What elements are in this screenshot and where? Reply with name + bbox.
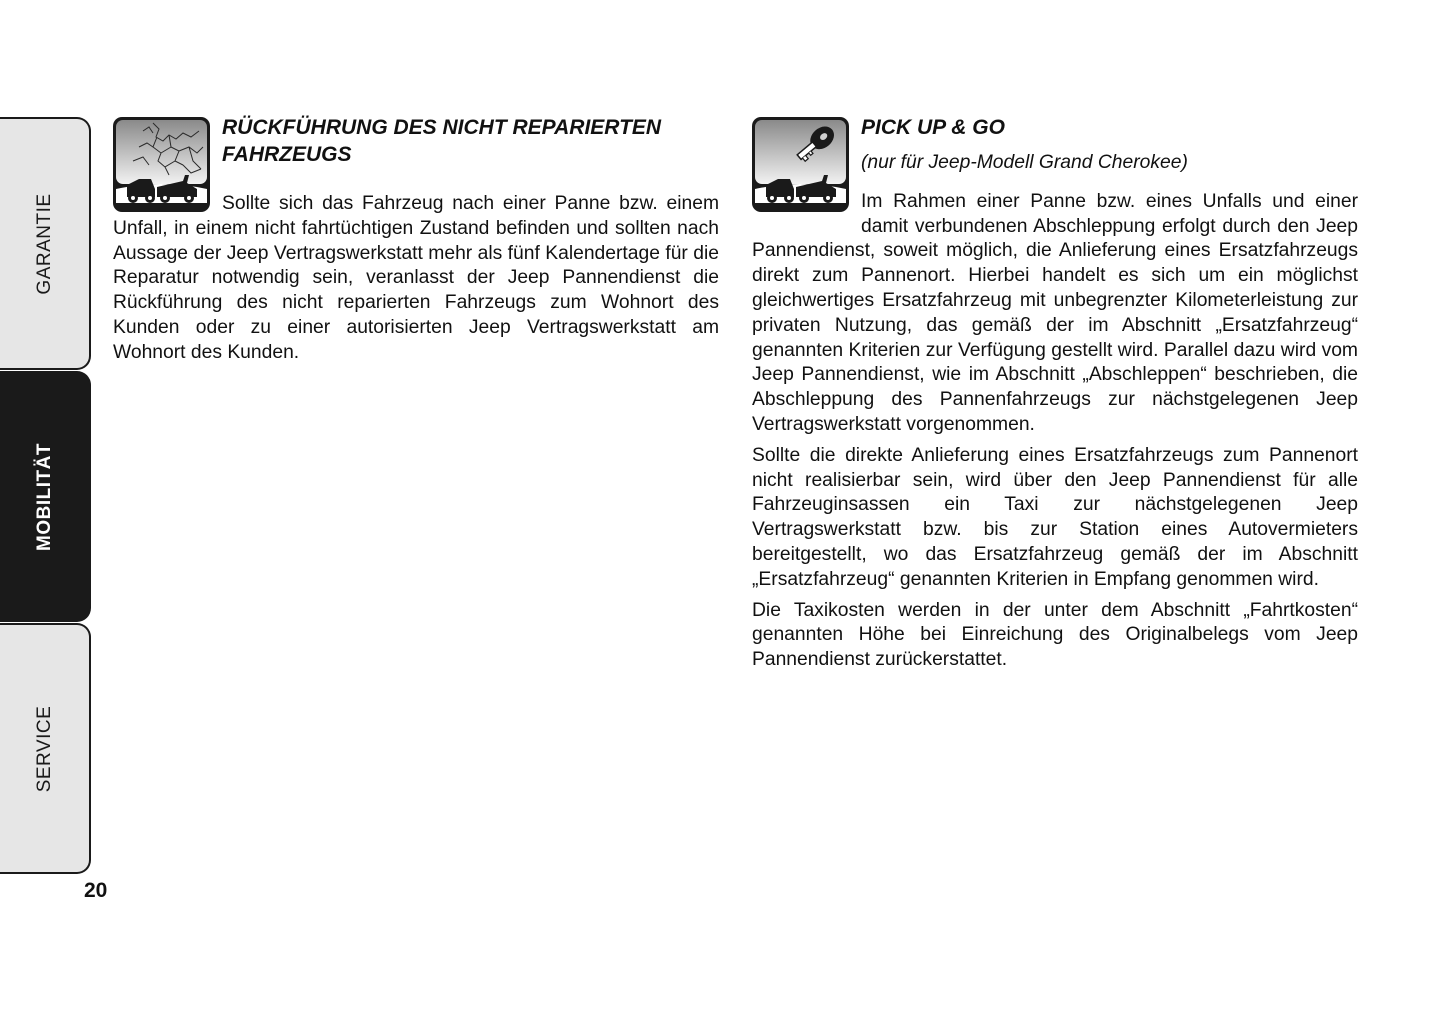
tab-garantie[interactable] xyxy=(0,117,91,370)
tow-truck-key-icon xyxy=(752,117,849,212)
tab-garantie-label: GARANTIE xyxy=(33,192,55,295)
right-section-subtitle: (nur für Jeep-Modell Grand Cherokee) xyxy=(861,152,1188,173)
left-section xyxy=(113,114,719,372)
tab-service[interactable] xyxy=(0,623,91,874)
right-section xyxy=(752,114,1358,679)
right-section-paragraph-1: Im Rahmen einer Panne bzw. eines Unfalls und einer damit verbundenen Abschleppung erfolgt durch den Jeep Pannendienst, soweit möglich, die Anlieferung eines Ersatzfahrzeugs direkt zum Pannenort. Hierbei handelt es sich um ein möglichst gleichwertiges Ersatzfahrzeug mit unbegrenzter Kilometerleistung zur privaten Nutzung, das gemäß der im Abschnitt „Ersatzfahrzeug“ genannten Kriterien zur Verfügung gestellt wird. Parallel dazu wird vom Jeep Pannendienst, wie im Abschnitt „Abschleppen“ beschrieben, die Abschleppung des Pannenfahrzeugs zur nächstgelegenen Jeep Vertragswerkstatt vorgenommen. xyxy=(752,190,1358,435)
tab-mobilitaet[interactable] xyxy=(0,371,91,622)
left-section-title: RÜCKFÜHRUNG DES NICHT REPARIERTEN FAHRZEUGS xyxy=(222,116,662,166)
right-section-paragraph-3: Die Taxikosten werden in der unter dem Abschnitt „Fahrtkosten“ genannten Höhe bei Einreichung des Originalbelegs vom Jeep Pannendienst zurückerstattet. xyxy=(752,599,1358,671)
tab-service-label: SERVICE xyxy=(33,705,55,792)
right-section-paragraph-2: Sollte die direkte Anlieferung eines Ersatzfahrzeugs zum Pannenort nicht realisierbar sein, wird über den Jeep Pannendienst für alle Fahrzeuginsassen ein Taxi zur nächstgelegenen Jeep Vertragswerkstatt bzw. bis zur Station eines Autovermieters bereitgestellt, wo das Ersatzfahrzeug gemäß der im Abschnitt „Ersatzfahrzeug“ genannten Kriterien in Empfang genommen wird. xyxy=(752,444,1358,590)
tab-mobilitaet-label: MOBILITÄT xyxy=(33,442,55,551)
page-number: 20 xyxy=(84,879,108,902)
right-section-title: PICK UP & GO xyxy=(861,116,1005,139)
tow-truck-europe-map-icon xyxy=(113,117,210,212)
left-section-paragraph: Sollte sich das Fahrzeug nach einer Panne bzw. einem Unfall, in einem nicht fahrtüchtigen Zustand befinden und sollten nach Aussage der Jeep Vertragswerkstatt mehr als fünf Kalendertage für die Reparatur notwendig sein, veranlasst der Jeep Pannendienst die Rückführung des nicht reparierten Fahrzeugs zum Wohnort des Kunden oder zu einer autorisierten Jeep Vertragswerkstatt am Wohnort des Kunden. xyxy=(113,193,719,363)
